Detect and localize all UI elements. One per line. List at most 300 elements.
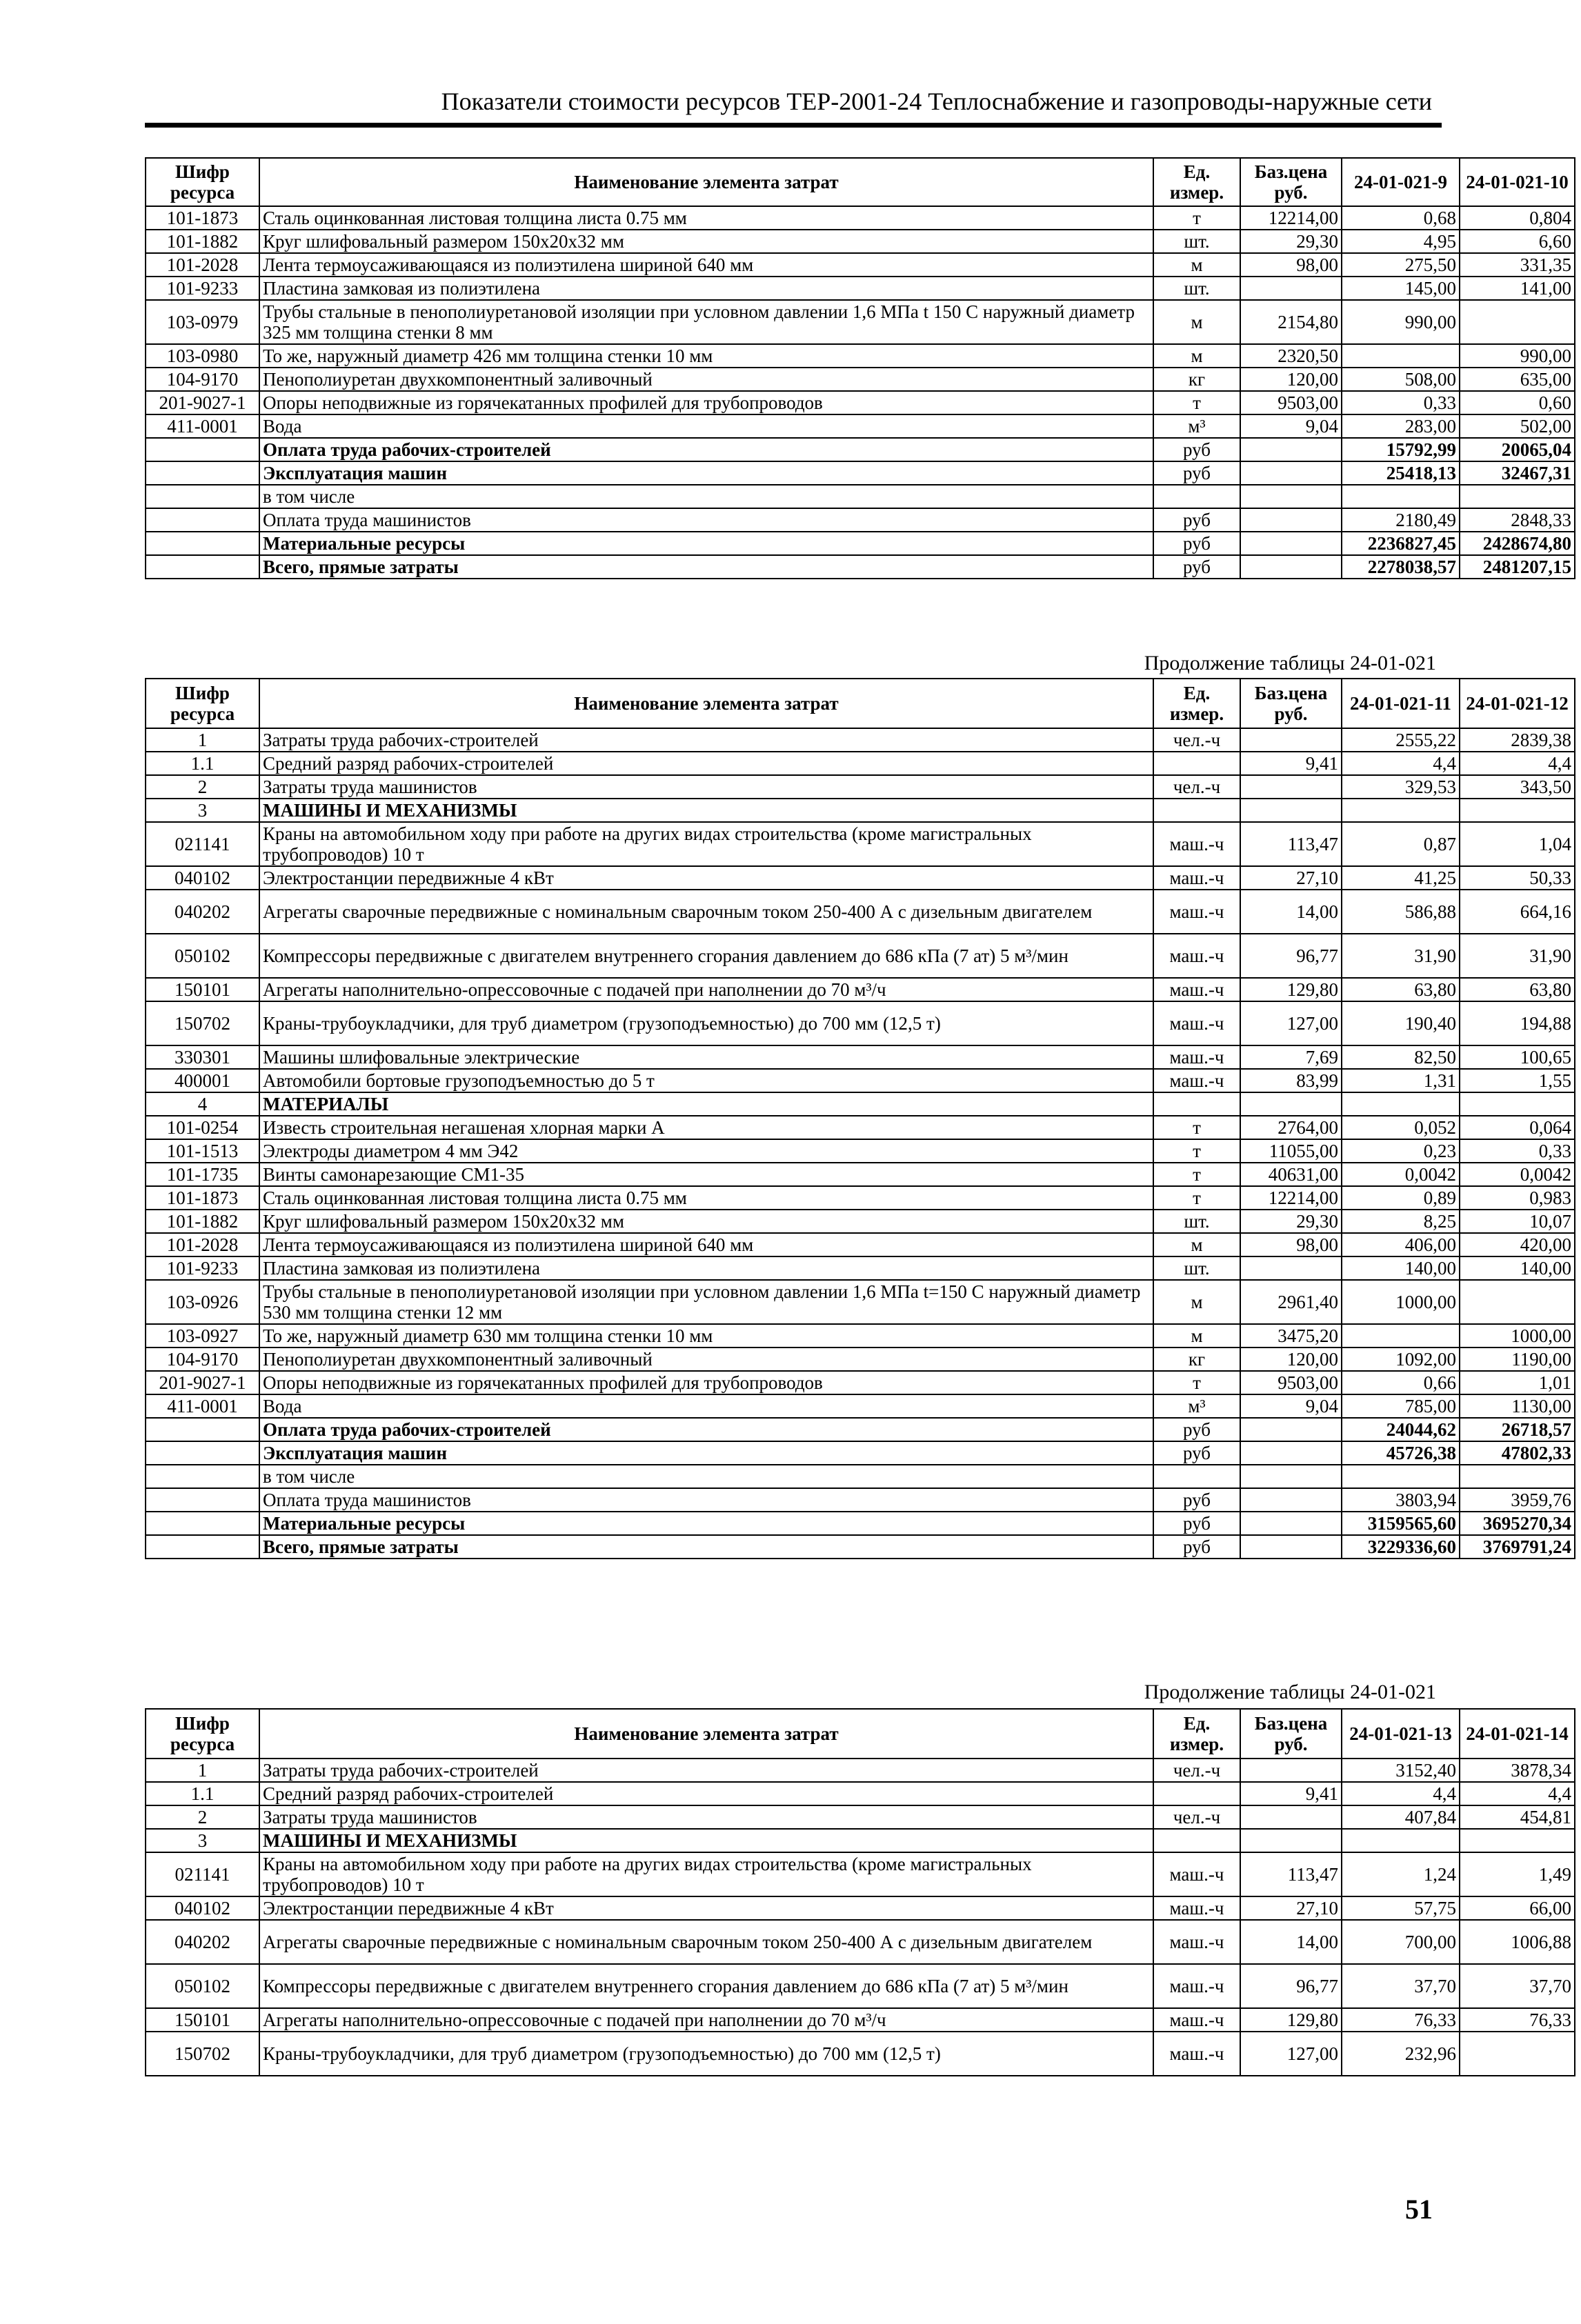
base-price-cell: 7,69 <box>1240 1045 1342 1069</box>
resource-name: Трубы стальные в пенополиуретановой изоляции при условном давлении 1,6 МПа t 150 С наружный диаметр 325 мм толщина стенки 8 мм <box>259 300 1153 344</box>
value-cell-2: 420,00 <box>1460 1233 1575 1256</box>
table-row <box>146 1782 1575 1805</box>
resource-code: 1 <box>146 1759 259 1782</box>
value-cell-1: 785,00 <box>1342 1394 1460 1418</box>
table-row <box>146 1348 1575 1371</box>
value-cell-1: 190,40 <box>1342 1001 1460 1045</box>
table-row <box>146 300 1575 344</box>
value-cell-2: 3878,34 <box>1460 1759 1575 1782</box>
unit-cell: м³ <box>1153 414 1240 438</box>
unit-cell: маш.-ч <box>1153 890 1240 934</box>
continuation-label: Продолжение таблицы 24-01-021 <box>1144 1681 1436 1703</box>
unit-cell: маш.-ч <box>1153 1920 1240 1964</box>
summary-value-2: 2481207,15 <box>1460 555 1575 579</box>
summary-row <box>146 485 1575 508</box>
table-row <box>146 391 1575 414</box>
summary-row <box>146 555 1575 579</box>
summary-value-2 <box>1460 1465 1575 1488</box>
unit-cell: кг <box>1153 368 1240 391</box>
unit-cell: чел.-ч <box>1153 775 1240 799</box>
summary-blank <box>146 461 259 485</box>
resource-code: 150101 <box>146 978 259 1001</box>
summary-row <box>146 1535 1575 1559</box>
summary-value-1 <box>1342 1465 1460 1488</box>
summary-blank <box>1240 1535 1342 1559</box>
value-cell-2: 140,00 <box>1460 1256 1575 1280</box>
summary-value-2: 32467,31 <box>1460 461 1575 485</box>
table-row <box>146 978 1575 1001</box>
value-cell-1: 329,53 <box>1342 775 1460 799</box>
resource-code: 103-0980 <box>146 344 259 368</box>
value-cell-2: 0,33 <box>1460 1139 1575 1163</box>
resource-code: 101-2028 <box>146 1233 259 1256</box>
unit-cell: т <box>1153 1186 1240 1210</box>
base-price-cell: 9,04 <box>1240 1394 1342 1418</box>
resource-name: То же, наружный диаметр 426 мм толщина стенки 10 мм <box>259 344 1153 368</box>
value-cell-1 <box>1342 1324 1460 1348</box>
unit-cell: шт. <box>1153 277 1240 300</box>
unit-cell: т <box>1153 391 1240 414</box>
resource-code: 2 <box>146 775 259 799</box>
table-header-row <box>146 679 1575 728</box>
value-cell-1: 508,00 <box>1342 368 1460 391</box>
resource-code: 101-1873 <box>146 1186 259 1210</box>
unit-cell: м <box>1153 253 1240 277</box>
value-cell-1: 76,33 <box>1342 2008 1460 2032</box>
summary-blank <box>146 1512 259 1535</box>
resource-code: 101-0254 <box>146 1116 259 1139</box>
value-cell-1: 0,66 <box>1342 1371 1460 1394</box>
summary-value-2: 3959,76 <box>1460 1488 1575 1512</box>
resource-code: 021141 <box>146 1852 259 1896</box>
value-cell-2 <box>1460 1092 1575 1116</box>
value-cell-2: 141,00 <box>1460 277 1575 300</box>
resource-name: Электроды диаметром 4 мм Э42 <box>259 1139 1153 1163</box>
summary-unit: руб <box>1153 438 1240 461</box>
table-row <box>146 1280 1575 1324</box>
resource-code: 101-1873 <box>146 206 259 230</box>
summary-label: Материальные ресурсы <box>259 532 1153 555</box>
unit-cell: м <box>1153 1233 1240 1256</box>
summary-blank <box>146 1535 259 1559</box>
summary-value-1: 3229336,60 <box>1342 1535 1460 1559</box>
summary-blank <box>146 1465 259 1488</box>
unit-cell <box>1153 1829 1240 1852</box>
summary-blank <box>1240 555 1342 579</box>
unit-cell: м <box>1153 344 1240 368</box>
table-row <box>146 1964 1575 2008</box>
summary-value-2: 3769791,24 <box>1460 1535 1575 1559</box>
table-row <box>146 775 1575 799</box>
table-row <box>146 1394 1575 1418</box>
unit-cell: маш.-ч <box>1153 978 1240 1001</box>
value-cell-1: 41,25 <box>1342 866 1460 890</box>
value-cell-1: 275,50 <box>1342 253 1460 277</box>
value-cell-1: 0,052 <box>1342 1116 1460 1139</box>
value-cell-1: 407,84 <box>1342 1805 1460 1829</box>
base-price-cell: 98,00 <box>1240 253 1342 277</box>
base-price-cell: 11055,00 <box>1240 1139 1342 1163</box>
value-cell-2: 4,4 <box>1460 1782 1575 1805</box>
col-header-unit: Ед. измер. <box>1153 158 1240 206</box>
table-row <box>146 866 1575 890</box>
summary-unit: руб <box>1153 1512 1240 1535</box>
base-price-cell: 3475,20 <box>1240 1324 1342 1348</box>
summary-blank <box>146 555 259 579</box>
base-price-cell <box>1240 1829 1342 1852</box>
col-header-name: Наименование элемента затрат <box>259 679 1153 728</box>
table-row <box>146 1186 1575 1210</box>
table-row <box>146 1069 1575 1092</box>
value-cell-1: 1,31 <box>1342 1069 1460 1092</box>
value-cell-1: 140,00 <box>1342 1256 1460 1280</box>
base-price-cell: 14,00 <box>1240 1920 1342 1964</box>
base-price-cell: 120,00 <box>1240 368 1342 391</box>
value-cell-1: 283,00 <box>1342 414 1460 438</box>
value-cell-2: 0,804 <box>1460 206 1575 230</box>
summary-row <box>146 1441 1575 1465</box>
table-row <box>146 2032 1575 2076</box>
summary-row <box>146 1512 1575 1535</box>
value-cell-2: 331,35 <box>1460 253 1575 277</box>
col-header-unit: Ед. измер. <box>1153 1709 1240 1759</box>
resource-name: Краны-трубоукладчики, для труб диаметром (грузоподъемностью) до 700 мм (12,5 т) <box>259 2032 1153 2076</box>
col-header-v2: 24-01-021-10 <box>1460 158 1575 206</box>
summary-blank <box>1240 532 1342 555</box>
unit-cell: маш.-ч <box>1153 1852 1240 1896</box>
resource-code: 3 <box>146 799 259 822</box>
resource-name: Пластина замковая из полиэтилена <box>259 1256 1153 1280</box>
unit-cell: т <box>1153 1116 1240 1139</box>
table-header-row <box>146 1709 1575 1759</box>
summary-blank <box>146 485 259 508</box>
base-price-cell <box>1240 728 1342 752</box>
base-price-cell: 96,77 <box>1240 1964 1342 2008</box>
summary-label: Всего, прямые затраты <box>259 1535 1153 1559</box>
summary-value-1: 45726,38 <box>1342 1441 1460 1465</box>
value-cell-1: 1,24 <box>1342 1852 1460 1896</box>
value-cell-2: 1130,00 <box>1460 1394 1575 1418</box>
summary-value-1: 3159565,60 <box>1342 1512 1460 1535</box>
col-header-v1: 24-01-021-13 <box>1342 1709 1460 1759</box>
base-price-cell: 9,41 <box>1240 752 1342 775</box>
summary-value-2 <box>1460 485 1575 508</box>
summary-label: Материальные ресурсы <box>259 1512 1153 1535</box>
unit-cell: т <box>1153 206 1240 230</box>
table-row <box>146 890 1575 934</box>
resource-table-3 <box>145 1708 1575 2076</box>
table-row <box>146 230 1575 253</box>
resource-name: Винты самонарезающие СМ1-35 <box>259 1163 1153 1186</box>
resource-name: Агрегаты сварочные передвижные с номинальным сварочным током 250-400 А с дизельным двигателем <box>259 890 1153 934</box>
summary-label: Оплата труда рабочих-строителей <box>259 1418 1153 1441</box>
unit-cell: шт. <box>1153 1256 1240 1280</box>
resource-code: 021141 <box>146 822 259 866</box>
value-cell-1: 0,68 <box>1342 206 1460 230</box>
header-divider <box>145 123 1442 128</box>
summary-row <box>146 532 1575 555</box>
resource-name: Затраты труда машинистов <box>259 775 1153 799</box>
col-header-name: Наименование элемента затрат <box>259 158 1153 206</box>
summary-blank <box>1240 508 1342 532</box>
table-row <box>146 1324 1575 1348</box>
value-cell-1: 2555,22 <box>1342 728 1460 752</box>
table-row <box>146 822 1575 866</box>
resource-code: 101-1882 <box>146 1210 259 1233</box>
summary-label: в том числе <box>259 485 1153 508</box>
summary-value-2: 20065,04 <box>1460 438 1575 461</box>
summary-value-2: 2428674,80 <box>1460 532 1575 555</box>
resource-name: Электростанции передвижные 4 кВт <box>259 866 1153 890</box>
base-price-cell: 127,00 <box>1240 1001 1342 1045</box>
value-cell-1: 37,70 <box>1342 1964 1460 2008</box>
continuation-label: Продолжение таблицы 24-01-021 <box>1144 652 1436 674</box>
summary-label: Оплата труда машинистов <box>259 1488 1153 1512</box>
summary-row <box>146 1465 1575 1488</box>
section-row <box>146 799 1575 822</box>
value-cell-1 <box>1342 1829 1460 1852</box>
table-header-row <box>146 158 1575 206</box>
base-price-cell: 113,47 <box>1240 1852 1342 1896</box>
summary-value-1: 3803,94 <box>1342 1488 1460 1512</box>
unit-cell: маш.-ч <box>1153 866 1240 890</box>
table-row <box>146 253 1575 277</box>
resource-code: 330301 <box>146 1045 259 1069</box>
value-cell-2: 0,064 <box>1460 1116 1575 1139</box>
summary-blank <box>146 438 259 461</box>
summary-value-1: 25418,13 <box>1342 461 1460 485</box>
unit-cell: маш.-ч <box>1153 1964 1240 2008</box>
resource-code: 101-9233 <box>146 1256 259 1280</box>
value-cell-2: 6,60 <box>1460 230 1575 253</box>
value-cell-1: 63,80 <box>1342 978 1460 1001</box>
value-cell-1: 406,00 <box>1342 1233 1460 1256</box>
resource-code: 101-1735 <box>146 1163 259 1186</box>
table-row <box>146 752 1575 775</box>
value-cell-1: 8,25 <box>1342 1210 1460 1233</box>
base-price-cell: 120,00 <box>1240 1348 1342 1371</box>
summary-value-2: 26718,57 <box>1460 1418 1575 1441</box>
unit-cell: т <box>1153 1371 1240 1394</box>
summary-blank <box>1240 1465 1342 1488</box>
value-cell-2: 2839,38 <box>1460 728 1575 752</box>
base-price-cell: 9503,00 <box>1240 1371 1342 1394</box>
unit-cell: маш.-ч <box>1153 1045 1240 1069</box>
summary-label: Всего, прямые затраты <box>259 555 1153 579</box>
value-cell-1: 4,95 <box>1342 230 1460 253</box>
summary-value-2: 3695270,34 <box>1460 1512 1575 1535</box>
value-cell-1: 4,4 <box>1342 1782 1460 1805</box>
summary-label: Оплата труда машинистов <box>259 508 1153 532</box>
value-cell-1: 0,0042 <box>1342 1163 1460 1186</box>
unit-cell <box>1153 1782 1240 1805</box>
table-row <box>146 1256 1575 1280</box>
summary-blank <box>1240 461 1342 485</box>
resource-code: 1.1 <box>146 752 259 775</box>
col-header-code: Шифр ресурса <box>146 1709 259 1759</box>
resource-code: 400001 <box>146 1069 259 1092</box>
base-price-cell: 40631,00 <box>1240 1163 1342 1186</box>
value-cell-2 <box>1460 2032 1575 2076</box>
summary-label: Оплата труда рабочих-строителей <box>259 438 1153 461</box>
base-price-cell <box>1240 775 1342 799</box>
summary-blank <box>146 532 259 555</box>
summary-unit: руб <box>1153 508 1240 532</box>
value-cell-1: 0,33 <box>1342 391 1460 414</box>
summary-blank <box>1240 1441 1342 1465</box>
base-price-cell: 96,77 <box>1240 934 1342 978</box>
summary-unit: руб <box>1153 1418 1240 1441</box>
base-price-cell: 29,30 <box>1240 1210 1342 1233</box>
resource-name: Сталь оцинкованная листовая толщина листа 0.75 мм <box>259 206 1153 230</box>
resource-code: 101-1513 <box>146 1139 259 1163</box>
table-row <box>146 1371 1575 1394</box>
table-row <box>146 277 1575 300</box>
summary-blank <box>1240 1488 1342 1512</box>
unit-cell: м³ <box>1153 1394 1240 1418</box>
resource-name: Компрессоры передвижные с двигателем внутреннего сгорания давлением до 686 кПа (7 ат) 5 м³/мин <box>259 934 1153 978</box>
resource-code: 103-0926 <box>146 1280 259 1324</box>
unit-cell: кг <box>1153 1348 1240 1371</box>
table-row <box>146 206 1575 230</box>
base-price-cell: 12214,00 <box>1240 1186 1342 1210</box>
value-cell-2: 31,90 <box>1460 934 1575 978</box>
page-title: Показатели стоимости ресурсов ТЕР-2001-24 Теплоснабжение и газопроводы-наружные сети <box>441 88 1432 115</box>
resource-name: Опоры неподвижные из горячекатанных профилей для трубопроводов <box>259 391 1153 414</box>
summary-blank <box>146 1488 259 1512</box>
summary-label: Эксплуатация машин <box>259 461 1153 485</box>
resource-code: 411-0001 <box>146 1394 259 1418</box>
resource-name: Круг шлифовальный размером 150x20x32 мм <box>259 1210 1153 1233</box>
value-cell-2: 1190,00 <box>1460 1348 1575 1371</box>
base-price-cell: 127,00 <box>1240 2032 1342 2076</box>
base-price-cell: 14,00 <box>1240 890 1342 934</box>
value-cell-2: 635,00 <box>1460 368 1575 391</box>
col-header-v2: 24-01-021-12 <box>1460 679 1575 728</box>
value-cell-2: 1,49 <box>1460 1852 1575 1896</box>
base-price-cell <box>1240 1256 1342 1280</box>
value-cell-1: 0,23 <box>1342 1139 1460 1163</box>
value-cell-1: 1000,00 <box>1342 1280 1460 1324</box>
unit-cell: маш.-ч <box>1153 1001 1240 1045</box>
resource-code: 104-9170 <box>146 1348 259 1371</box>
resource-code: 150702 <box>146 1001 259 1045</box>
resource-code: 040202 <box>146 890 259 934</box>
unit-cell: маш.-ч <box>1153 934 1240 978</box>
table-row <box>146 1116 1575 1139</box>
resource-code: 150702 <box>146 2032 259 2076</box>
value-cell-1 <box>1342 799 1460 822</box>
base-price-cell: 9503,00 <box>1240 391 1342 414</box>
resource-name: Электростанции передвижные 4 кВт <box>259 1896 1153 1920</box>
resource-code: 4 <box>146 1092 259 1116</box>
value-cell-1: 145,00 <box>1342 277 1460 300</box>
table-row <box>146 1805 1575 1829</box>
value-cell-2: 0,983 <box>1460 1186 1575 1210</box>
value-cell-1: 990,00 <box>1342 300 1460 344</box>
value-cell-2: 454,81 <box>1460 1805 1575 1829</box>
base-price-cell: 9,41 <box>1240 1782 1342 1805</box>
resource-code: 103-0979 <box>146 300 259 344</box>
resource-code: 101-9233 <box>146 277 259 300</box>
summary-blank <box>146 508 259 532</box>
unit-cell: маш.-ч <box>1153 822 1240 866</box>
summary-value-2: 47802,33 <box>1460 1441 1575 1465</box>
value-cell-1: 82,50 <box>1342 1045 1460 1069</box>
col-header-v2: 24-01-021-14 <box>1460 1709 1575 1759</box>
summary-value-1: 2236827,45 <box>1342 532 1460 555</box>
summary-unit: руб <box>1153 1488 1240 1512</box>
resource-code: 104-9170 <box>146 368 259 391</box>
resource-table-2 <box>145 678 1575 1559</box>
base-price-cell: 29,30 <box>1240 230 1342 253</box>
value-cell-1 <box>1342 344 1460 368</box>
summary-unit: руб <box>1153 1441 1240 1465</box>
resource-name: Агрегаты наполнительно-опрессовочные с подачей при наполнении до 70 м³/ч <box>259 2008 1153 2032</box>
resource-name: Агрегаты наполнительно-опрессовочные с подачей при наполнении до 70 м³/ч <box>259 978 1153 1001</box>
resource-code: 040202 <box>146 1920 259 1964</box>
value-cell-2 <box>1460 1280 1575 1324</box>
base-price-cell: 83,99 <box>1240 1069 1342 1092</box>
resource-name: Краны на автомобильном ходу при работе на других видах строительства (кроме магистральных трубопроводов) 10 т <box>259 1852 1153 1896</box>
resource-name: Лента термоусаживающаяся из полиэтилена шириной 640 мм <box>259 1233 1153 1256</box>
base-price-cell <box>1240 1759 1342 1782</box>
table-row <box>146 344 1575 368</box>
table-row <box>146 1163 1575 1186</box>
value-cell-1: 700,00 <box>1342 1920 1460 1964</box>
summary-row <box>146 1418 1575 1441</box>
value-cell-1: 3152,40 <box>1342 1759 1460 1782</box>
resource-code: 1.1 <box>146 1782 259 1805</box>
summary-label: в том числе <box>259 1465 1153 1488</box>
unit-cell: шт. <box>1153 230 1240 253</box>
col-header-code: Шифр ресурса <box>146 158 259 206</box>
summary-unit: руб <box>1153 555 1240 579</box>
resource-code: 1 <box>146 728 259 752</box>
value-cell-1: 232,96 <box>1342 2032 1460 2076</box>
summary-value-1: 2180,49 <box>1342 508 1460 532</box>
value-cell-2: 1,01 <box>1460 1371 1575 1394</box>
resource-table-1 <box>145 157 1575 579</box>
base-price-cell: 2961,40 <box>1240 1280 1342 1324</box>
resource-code: 3 <box>146 1829 259 1852</box>
value-cell-2: 50,33 <box>1460 866 1575 890</box>
unit-cell: м <box>1153 1280 1240 1324</box>
table-row <box>146 2008 1575 2032</box>
table-row <box>146 1001 1575 1045</box>
value-cell-2: 10,07 <box>1460 1210 1575 1233</box>
value-cell-2: 1006,88 <box>1460 1920 1575 1964</box>
resource-name: Машины шлифовальные электрические <box>259 1045 1153 1069</box>
summary-blank <box>146 1418 259 1441</box>
resource-name: Круг шлифовальный размером 150x20x32 мм <box>259 230 1153 253</box>
value-cell-1: 57,75 <box>1342 1896 1460 1920</box>
value-cell-1: 4,4 <box>1342 752 1460 775</box>
value-cell-1: 1092,00 <box>1342 1348 1460 1371</box>
table-row <box>146 1920 1575 1964</box>
resource-name: Сталь оцинкованная листовая толщина листа 0.75 мм <box>259 1186 1153 1210</box>
summary-value-1: 2278038,57 <box>1342 555 1460 579</box>
resource-name: Средний разряд рабочих-строителей <box>259 1782 1153 1805</box>
unit-cell: м <box>1153 1324 1240 1348</box>
resource-name: МАТЕРИАЛЫ <box>259 1092 1153 1116</box>
base-price-cell: 129,80 <box>1240 2008 1342 2032</box>
summary-blank <box>1240 1418 1342 1441</box>
resource-name: Пенополиуретан двухкомпонентный заливочный <box>259 368 1153 391</box>
value-cell-2: 502,00 <box>1460 414 1575 438</box>
summary-blank <box>146 1441 259 1465</box>
unit-cell: маш.-ч <box>1153 1896 1240 1920</box>
